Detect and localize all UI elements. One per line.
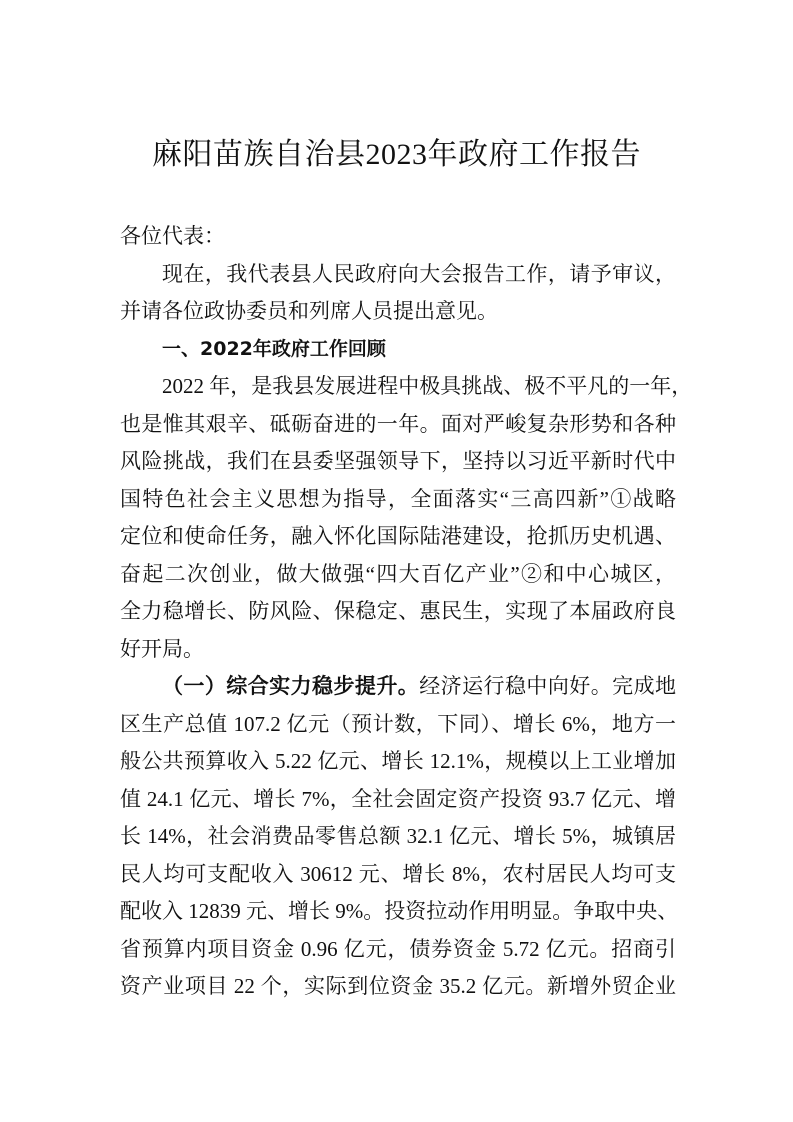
paragraph-line <box>120 668 676 706</box>
paragraph-line: 值 24.1 亿元、增长 7%，全社会固定资产投资 93.7 亿元、增 <box>120 786 676 811</box>
paragraph-line: 并请各位政协委员和列席人员提出意见。 <box>120 299 498 323</box>
paragraph-line: 般公共预算收入 5.22 亿元、增长 12.1%，规模以上工业增加 <box>120 749 676 773</box>
document-title: 麻阳苗族自治县2023年政府工作报告 <box>152 138 641 171</box>
paragraph-line: 也是惟其艰辛、砥砺奋进的一年。面对严峻复杂形势和各种 <box>120 411 676 436</box>
paragraph-line: 定位和使命任务，融入怀化国际陆港建设，抢抓历史机遇、 <box>120 524 676 548</box>
paragraph-line: 奋起二次创业，做大做强“四大百亿产业”②和中心城区， <box>120 561 676 586</box>
document-body <box>120 218 693 1006</box>
subsection-heading: （一）综合实力稳步提升。 <box>162 674 420 698</box>
section-heading: 一、2022年政府工作回顾 <box>162 337 386 360</box>
paragraph-text: 经济运行稳中向好。完成地 <box>419 674 677 698</box>
greeting: 各位代表： <box>120 224 225 248</box>
paragraph-line: 国特色社会主义思想为指导，全面落实“三高四新”①战略 <box>120 486 676 511</box>
paragraph-line: 现在，我代表县人民政府向大会报告工作，请予审议， <box>162 261 676 286</box>
paragraph-line: 长 14%，社会消费品零售总额 32.1 亿元、增长 5%，城镇居 <box>120 824 676 848</box>
paragraph-line: 全力稳增长、防风险、保稳定、惠民生，实现了本届政府良 <box>120 599 676 623</box>
paragraph-line: 民人均可支配收入 30612 元、增长 8%，农村居民人均可支 <box>120 861 676 886</box>
paragraph-line: 2022 年，是我县发展进程中极具挑战、极不平凡的一年， <box>162 374 693 398</box>
paragraph-line: 省预算内项目资金 0.96 亿元，债券资金 5.72 亿元。招商引 <box>120 936 676 961</box>
paragraph-line: 资产业项目 22 个，实际到位资金 35.2 亿元。新增外贸企业 <box>120 974 676 998</box>
paragraph-line: 好开局。 <box>120 636 204 661</box>
paragraph-line: 风险挑战，我们在县委坚强领导下，坚持以习近平新时代中 <box>120 449 676 473</box>
paragraph-line: 区生产总值 107.2 亿元（预计数，下同）、增长 6%，地方一 <box>120 711 676 736</box>
paragraph-line: 配收入 12839 元、增长 9%。投资拉动作用明显。争取中央、 <box>120 899 679 923</box>
